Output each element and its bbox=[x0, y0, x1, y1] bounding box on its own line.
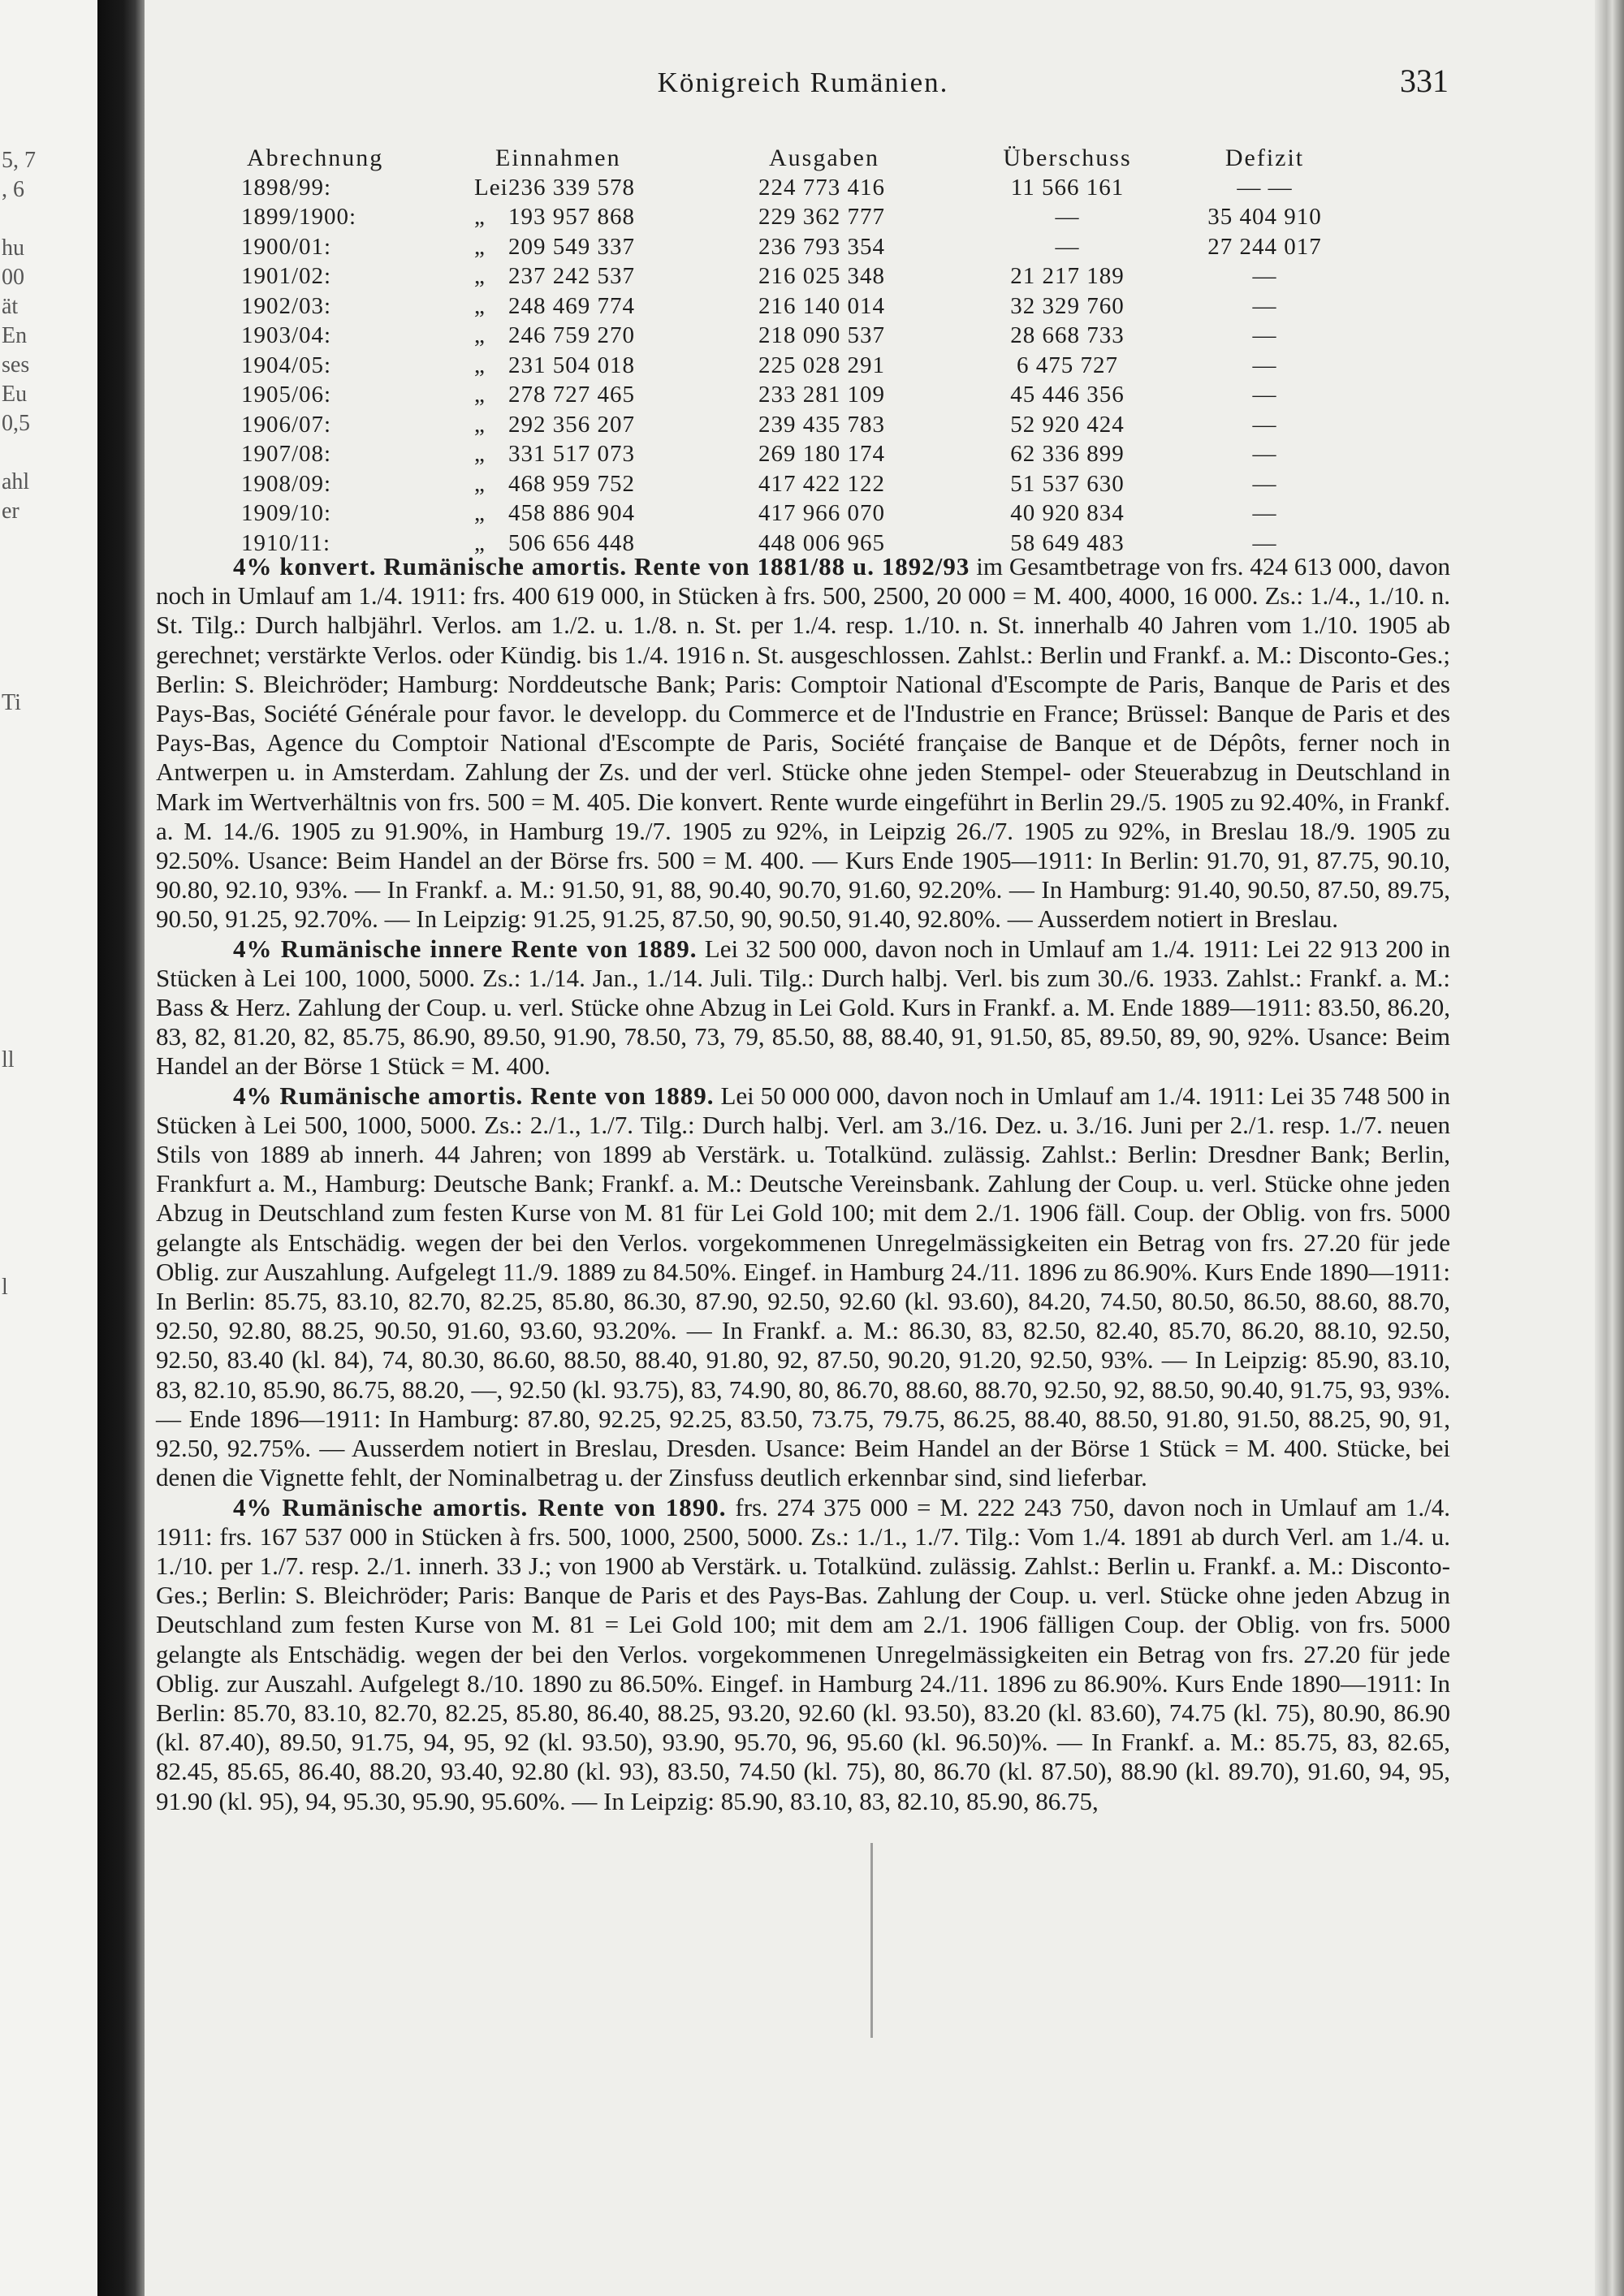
bond-entry bbox=[156, 1081, 1450, 1493]
entry-text: Lei 32 500 000, davon noch in Umlauf am 1./4. 1911: Lei 22 913 200 in Stücken à Lei 100, 1000, 5000. Zs.: 1./14. Jan., 1./14. Juli. Tilg.: Durch halbj. Verl. bis zum 30./6. 1933. Zahlst.: Frankf. a. M.: Bass & Herz. Zahlung der Coup. u. verl. Stücke ohne Abzug in Lei Gold. Kurs in Frankf. a. M. Ende 1889—1911: 83.50, 86.20, 83, 82, 81.20, 82, 85.75, 86.90, 89.50, 91.90, 78.50, 73, 79, 85.50, 88, 88.40, 91, 91.50, 85, 89.50, 89, 90, 92%. Usance: Beim Handel an der Börse 1 Stück = M. 400. bbox=[156, 934, 1450, 1081]
header-deficit: Defizit bbox=[1224, 145, 1305, 171]
table-row bbox=[156, 322, 1450, 352]
table-row bbox=[156, 234, 1450, 264]
margin-fragment: Ti bbox=[2, 690, 21, 715]
left-page-edge bbox=[0, 0, 102, 2296]
margin-fragment: hu bbox=[2, 235, 24, 261]
income-value: 458 886 904 bbox=[508, 500, 635, 526]
row-expenses: 233 281 109 bbox=[758, 382, 885, 408]
table-header-row bbox=[156, 145, 1450, 175]
row-surplus: 58 649 483 bbox=[1010, 529, 1125, 556]
row-expenses: 216 140 014 bbox=[758, 292, 885, 319]
currency-prefix: „ bbox=[474, 233, 486, 260]
income-value: 468 959 752 bbox=[508, 470, 635, 497]
row-surplus: 32 329 760 bbox=[1010, 292, 1125, 319]
book-spine-shadow bbox=[97, 0, 145, 2296]
row-expenses: 225 028 291 bbox=[758, 352, 885, 378]
margin-fragment: ahl bbox=[2, 469, 30, 494]
row-surplus: 45 446 356 bbox=[1010, 382, 1125, 408]
row-income bbox=[474, 471, 635, 498]
row-surplus: 40 920 834 bbox=[1010, 500, 1125, 526]
income-value: 236 339 578 bbox=[508, 174, 635, 201]
currency-prefix: „ bbox=[474, 322, 486, 348]
header-expenses: Ausgaben bbox=[769, 145, 879, 171]
row-period: 1901/02: bbox=[241, 263, 332, 289]
row-surplus: 52 920 424 bbox=[1010, 411, 1125, 438]
table-row bbox=[156, 175, 1450, 205]
row-period: 1906/07: bbox=[241, 411, 332, 438]
table-body bbox=[156, 175, 1450, 560]
currency-prefix: „ bbox=[474, 382, 486, 408]
row-surplus: 62 336 899 bbox=[1010, 441, 1125, 467]
income-value: 331 517 073 bbox=[508, 441, 635, 467]
row-deficit: — bbox=[1252, 500, 1277, 526]
bond-entry bbox=[156, 552, 1450, 934]
row-income bbox=[474, 352, 635, 379]
income-value: 193 957 868 bbox=[508, 204, 635, 230]
row-deficit: — bbox=[1252, 292, 1277, 319]
row-period: 1905/06: bbox=[241, 382, 332, 408]
currency-prefix: „ bbox=[474, 500, 486, 526]
currency-prefix: „ bbox=[474, 263, 486, 289]
entry-text: im Gesamtbetrage von frs. 424 613 000, davon noch in Umlauf am 1./4. 1911: frs. 400 619 000, in Stücken à frs. 500, 2500, 20 000 = M. 400, 4000, 16 000. Zs.: 1./4., 1./10. n. St. Tilg.: Durch halbjährl. Verlos. am 1./2. u. 1./8. n. St. per 1./4. resp. 1./10. n. St. innerhalb 40 Jahren vom 1./10. 1905 ab gerechnet; verstärkte Verlos. oder Kündig. bis 1./4. 1916 n. St. ausgeschlossen. Zahlst.: Berlin und Frankf. a. M.: Disconto-Ges.; Berlin: S. Bleichröder; Hamburg: Norddeutsche Bank; Paris: Comptoir National d'Escompte de Paris, Banque de Paris et des Pays-Bas, Société Générale pour favor. le developp. du Commerce et de l'Industrie en France; Brüssel: Banque de Paris et des Pays-Bas, Agence du Comptoir National d'Escompte de Paris, Société française de Banque et de Dépôts, ferner noch in Antwerpen u. in Amsterdam. Zahlung der Zs. und der verl. Stücke ohne jeden Stempel- oder Steuerabzug in Deutschland in Mark im Wertverhältnis von frs. 500 = M. 405. Die konvert. Rente wurde eingeführt in Berlin 29./5. 1905 zu 92.40%, in Frankf. a. M. 14./6. 1905 zu 91.90%, in Hamburg 19./7. 1905 zu 92%, in Leipzig 26./7. 1905 zu 92%, in Breslau 18./9. 1905 zu 92.50%. Usance: Beim Handel an der Börse frs. 500 = M. 400. — Kurs Ende 1905—1911: In Berlin: 91.70, 91, 87.75, 90.10, 90.80, 92.10, 93%. — In Frankf. a. M.: 91.50, 91, 88, 90.40, 90.70, 91.60, 92.20%. — In Hamburg: 91.40, 90.50, 87.50, 89.75, 90.50, 91.25, 92.70%. — In Leipzig: 91.25, 91.25, 87.50, 90, 90.50, 91.40, 92.80%. — Ausserdem notiert in Breslau. bbox=[156, 552, 1450, 934]
row-income bbox=[474, 204, 635, 231]
currency-prefix: „ bbox=[474, 352, 486, 378]
row-deficit: — bbox=[1252, 352, 1277, 378]
margin-fragment: l bbox=[2, 1275, 8, 1300]
entry-heading: 4% konvert. Rumänische amortis. Rente von 1881/88 u. 1892/93 bbox=[233, 552, 970, 580]
row-deficit: — bbox=[1252, 322, 1277, 348]
row-deficit: — bbox=[1252, 529, 1277, 556]
income-value: 248 469 774 bbox=[508, 292, 635, 319]
currency-prefix: „ bbox=[474, 470, 486, 497]
margin-fragment: , 6 bbox=[2, 177, 24, 202]
entry-text: Lei 50 000 000, davon noch in Umlauf am 1./4. 1911: Lei 35 748 500 in Stücken à Lei 500, 1000, 5000. Zs.: 2./1., 1./7. Tilg.: Durch halbj. Verl. am 3./16. Dez. u. 3./16. Juni per 2./1. resp. 1./7. neuen Stils von 1889 ab innerh. 44 Jahren; von 1899 ab Verstärk. u. Totalkünd. zulässig. Zahlst.: Berlin: Dresdner Bank; Berlin, Frankfurt a. M., Hamburg: Deutsche Bank; Frankf. a. M.: Deutsche Vereinsbank. Zahlung der Coup. u. verl. Stücke ohne jeden Abzug in Deutschland zum festen Kurse von M. 81 für Lei Gold 100; mit dem 2./1. 1906 fäll. Coup. der Oblig. von frs. 5000 gelangte als Entschädig. wegen der bei den Verlos. vorgekommenen Unregelmässigkeiten ein Betrag von frs. 27.20 für jede Oblig. zur Auszahlung. Aufgelegt 11./9. 1889 zu 84.50%. Eingef. in Hamburg 24./11. 1896 zu 86.90%. Kurs Ende 1890—1911: In Berlin: 85.75, 83.10, 82.70, 82.25, 85.80, 86.30, 87.90, 92.50, 92.60 (kl. 93.60), 84.20, 74.50, 80.50, 86.50, 88.60, 88.70, 92.50, 92.80, 88.25, 90.50, 91.60, 93.60, 93.20%. — In Frankf. a. M.: 86.30, 83, 82.50, 82.40, 85.70, 86.20, 88.10, 92.50, 92.50, 83.40 (kl. 84), 74, 80.30, 86.60, 88.50, 88.40, 91.80, 92, 87.50, 90.20, 91.20, 92.50, 93%. — In Leipzig: 85.90, 83.10, 83, 82.10, 85.90, 86.75, 88.20, —, 92.50 (kl. 93.75), 83, 74.90, 80, 86.70, 88.60, 88.70, 92.50, 92, 88.50, 90.40, 91.75, 93, 93%. — Ende 1896—1911: In Hamburg: 87.80, 92.25, 92.25, 83.50, 73.75, 79.75, 86.25, 88.40, 88.50, 91.80, 91.50, 88.25, 90, 91, 92.50, 92.75%. — Ausserdem notiert in Breslau, Dresden. Usance: Beim Handel an der Börse 1 Stück = M. 400. Stücke, bei denen die Vignette fehlt, der Nominalbetrag u. der Zinsfuss deutlich erkennbar sind, sind lieferbar. bbox=[156, 1081, 1450, 1492]
income-value: 209 549 337 bbox=[508, 233, 635, 260]
row-surplus: 11 566 161 bbox=[1010, 174, 1125, 201]
bond-entries bbox=[156, 552, 1450, 1816]
row-expenses: 224 773 416 bbox=[758, 174, 885, 201]
header-income: Einnahmen bbox=[495, 145, 621, 171]
table-row bbox=[156, 352, 1450, 382]
right-page-edge bbox=[1595, 0, 1624, 2296]
row-income bbox=[474, 293, 635, 320]
header-surplus: Überschuss bbox=[1003, 145, 1132, 171]
row-expenses: 236 793 354 bbox=[758, 233, 885, 260]
currency-prefix: „ bbox=[474, 292, 486, 319]
margin-fragment: ll bbox=[2, 1047, 15, 1072]
row-surplus: — bbox=[1055, 204, 1080, 230]
margin-fragment: En bbox=[2, 323, 28, 348]
row-income bbox=[474, 382, 635, 408]
income-value: 237 242 537 bbox=[508, 263, 635, 289]
margin-fragment: 0,5 bbox=[2, 411, 30, 436]
table-row bbox=[156, 293, 1450, 323]
running-head bbox=[156, 63, 1450, 107]
row-surplus: 28 668 733 bbox=[1010, 322, 1125, 348]
row-surplus: 51 537 630 bbox=[1010, 470, 1125, 497]
row-surplus: 21 217 189 bbox=[1010, 263, 1125, 289]
row-period: 1904/05: bbox=[241, 352, 332, 378]
margin-fragment: er bbox=[2, 498, 19, 524]
row-deficit: — bbox=[1252, 411, 1277, 438]
row-expenses: 269 180 174 bbox=[758, 441, 885, 467]
row-income bbox=[474, 412, 635, 438]
row-income bbox=[474, 441, 635, 468]
entry-heading: 4% Rumänische amortis. Rente von 1889. bbox=[233, 1081, 715, 1110]
table-row bbox=[156, 263, 1450, 293]
row-period: 1899/1900: bbox=[241, 204, 357, 230]
table-row bbox=[156, 412, 1450, 442]
income-value: 278 727 465 bbox=[508, 382, 635, 408]
currency-prefix: „ bbox=[474, 204, 486, 230]
row-surplus: 6 475 727 bbox=[1017, 352, 1118, 378]
budget-table bbox=[156, 145, 1450, 559]
row-expenses: 216 025 348 bbox=[758, 263, 885, 289]
row-expenses: 229 362 777 bbox=[758, 204, 885, 230]
page-number: 331 bbox=[1400, 63, 1449, 99]
table-row bbox=[156, 441, 1450, 471]
row-expenses: 239 435 783 bbox=[758, 411, 885, 438]
header-period: Abrechnung bbox=[247, 145, 384, 171]
margin-fragment: ses bbox=[2, 352, 30, 378]
income-value: 231 504 018 bbox=[508, 352, 635, 378]
row-deficit: — bbox=[1252, 263, 1277, 289]
row-surplus: — bbox=[1055, 233, 1080, 260]
income-value: 292 356 207 bbox=[508, 411, 635, 438]
row-expenses: 448 006 965 bbox=[758, 529, 885, 556]
row-income bbox=[474, 234, 635, 261]
margin-fragment: ät bbox=[2, 294, 19, 319]
currency-prefix: Lei bbox=[474, 174, 508, 201]
row-period: 1909/10: bbox=[241, 500, 332, 526]
row-income bbox=[474, 263, 635, 290]
row-income bbox=[474, 175, 635, 201]
currency-prefix: „ bbox=[474, 529, 486, 556]
income-value: 246 759 270 bbox=[508, 322, 635, 348]
row-deficit: — — bbox=[1237, 174, 1293, 201]
table-row bbox=[156, 382, 1450, 412]
row-deficit: 35 404 910 bbox=[1207, 204, 1322, 230]
row-period: 1908/09: bbox=[241, 470, 332, 497]
row-expenses: 218 090 537 bbox=[758, 322, 885, 348]
entry-heading: 4% Rumänische innere Rente von 1889. bbox=[233, 934, 698, 963]
row-deficit: — bbox=[1252, 382, 1277, 408]
page-title: Königreich Rumänien. bbox=[657, 67, 949, 98]
table-row bbox=[156, 500, 1450, 530]
row-period: 1898/99: bbox=[241, 174, 332, 201]
row-period: 1903/04: bbox=[241, 322, 332, 348]
row-income bbox=[474, 500, 635, 527]
row-income bbox=[474, 322, 635, 349]
table-row bbox=[156, 471, 1450, 501]
book-page bbox=[156, 0, 1450, 2296]
margin-fragment: 5, 7 bbox=[2, 148, 36, 173]
currency-prefix: „ bbox=[474, 411, 486, 438]
entry-heading: 4% Rumänische amortis. Rente von 1890. bbox=[233, 1492, 727, 1521]
bond-entry bbox=[156, 1493, 1450, 1816]
row-expenses: 417 422 122 bbox=[758, 470, 885, 497]
row-deficit: — bbox=[1252, 441, 1277, 467]
margin-fragment: Eu bbox=[2, 382, 28, 407]
row-deficit: 27 244 017 bbox=[1207, 233, 1322, 260]
margin-fragment: 00 bbox=[2, 265, 24, 290]
row-period: 1910/11: bbox=[241, 529, 331, 556]
row-period: 1902/03: bbox=[241, 292, 332, 319]
income-value: 506 656 448 bbox=[508, 529, 635, 556]
entry-text: frs. 274 375 000 = M. 222 243 750, davon noch in Umlauf am 1./4. 1911: frs. 167 537 000 in Stücken à frs. 500, 1000, 2500, 5000. Zs.: 1./1., 1./7. Tilg.: Vom 1./4. 1891 ab durch Verl. am 1./4. u. 1./10. per 1./7. resp. 2./1. innerh. 33 J.; von 1900 ab Verstärk. u. Totalkünd. zulässig. Zahlst.: Berlin u. Frankf. a. M.: Disconto-Ges.; Berlin: S. Bleichröder; Paris: Banque de Paris et des Pays-Bas. Zahlung der Coup. u. verl. Stücke ohne jeden Abzug in Deutschland zum festen Kurse von M. 81 = Lei Gold 100; mit dem am 2./1. 1906 fälligen Coup. der Oblig. von frs. 5000 gelangte als Entschädig. wegen der bei den Verlos. vorgekommenen Unregelmässigkeiten ein Betrag von frs. 27.20 für jede Oblig. zur Auszahl. Aufgelegt 8./10. 1890 zu 86.50%. Eingef. in Hamburg 24./11. 1896 zu 86.90%. Kurs Ende 1890—1911: In Berlin: 85.70, 83.10, 82.70, 82.25, 85.80, 86.40, 88.25, 93.20, 92.60 (kl. 93.50), 83.20 (kl. 83.60), 74.75 (kl. 75), 80.90, 86.90 (kl. 87.40), 89.50, 91.75, 94, 95, 92 (kl. 93.50), 93.90, 95.70, 96, 95.60 (kl. 96.50)%. — In Frankf. a. M.: 85.75, 83, 82.65, 82.45, 85.65, 86.40, 88.20, 93.40, 92.80 (kl. 93), 83.50, 74.50 (kl. 75), 80, 86.70 (kl. 87.50), 88.90 (kl. 89.70), 91.60, 94, 95, 91.90 (kl. 95), 94, 95.30, 95.90, 95.60%. — In Leipzig: 85.90, 83.10, 83, 82.10, 85.90, 86.75, bbox=[156, 1492, 1450, 1815]
row-period: 1900/01: bbox=[241, 233, 332, 260]
row-deficit: — bbox=[1252, 470, 1277, 497]
row-period: 1907/08: bbox=[241, 441, 332, 467]
row-expenses: 417 966 070 bbox=[758, 500, 885, 526]
paper-crease bbox=[870, 1843, 873, 2038]
bond-entry bbox=[156, 934, 1450, 1081]
table-row bbox=[156, 204, 1450, 234]
currency-prefix: „ bbox=[474, 441, 486, 467]
